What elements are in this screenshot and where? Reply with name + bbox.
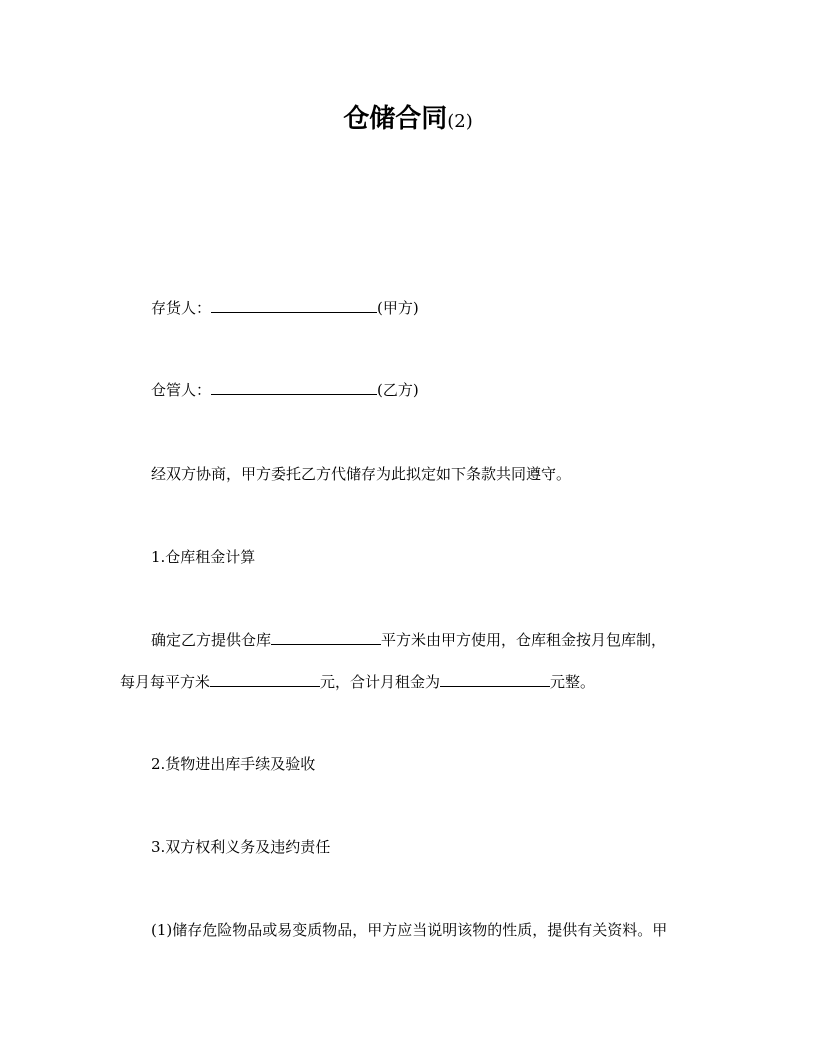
- depositor-blank: [211, 298, 377, 313]
- document-title: [0, 98, 816, 135]
- keeper-blank: [211, 380, 377, 395]
- depositor-line: [151, 298, 419, 318]
- section1-text-e: 元整。: [550, 673, 596, 691]
- area-blank: [271, 630, 381, 645]
- intro-paragraph: 经双方协商，甲方委托乙方代储存为此拟定如下条款共同遵守。: [151, 465, 572, 483]
- depositor-label: 存货人：: [151, 299, 212, 317]
- title-suffix: (2): [447, 111, 473, 132]
- keeper-party: (乙方): [377, 381, 419, 399]
- title-text: 仓储合同: [343, 104, 448, 134]
- section1-text-a: 确定乙方提供仓库: [151, 631, 272, 649]
- keeper-line: [151, 380, 419, 400]
- depositor-party: (甲方): [377, 299, 419, 317]
- keeper-label: 仓管人：: [151, 381, 212, 399]
- section1-paragraph-line2: [120, 672, 595, 692]
- section3-heading: 3.双方权利义务及违约责任: [151, 838, 331, 856]
- section2-heading: 2.货物进出库手续及验收: [151, 755, 316, 773]
- section1-text-d: 元，合计月租金为: [320, 673, 441, 691]
- section1-paragraph-line1: [151, 630, 666, 650]
- price-blank: [210, 672, 320, 687]
- section1-heading: 1.仓库租金计算: [151, 548, 256, 566]
- section1-text-b: 平方米由甲方使用，仓库租金按月包库制，: [381, 631, 667, 649]
- section3-item1: (1)储存危险物品或易变质物品，甲方应当说明该物的性质，提供有关资料。甲: [151, 921, 668, 939]
- total-blank: [440, 672, 550, 687]
- section1-text-c: 每月每平方米: [120, 673, 211, 691]
